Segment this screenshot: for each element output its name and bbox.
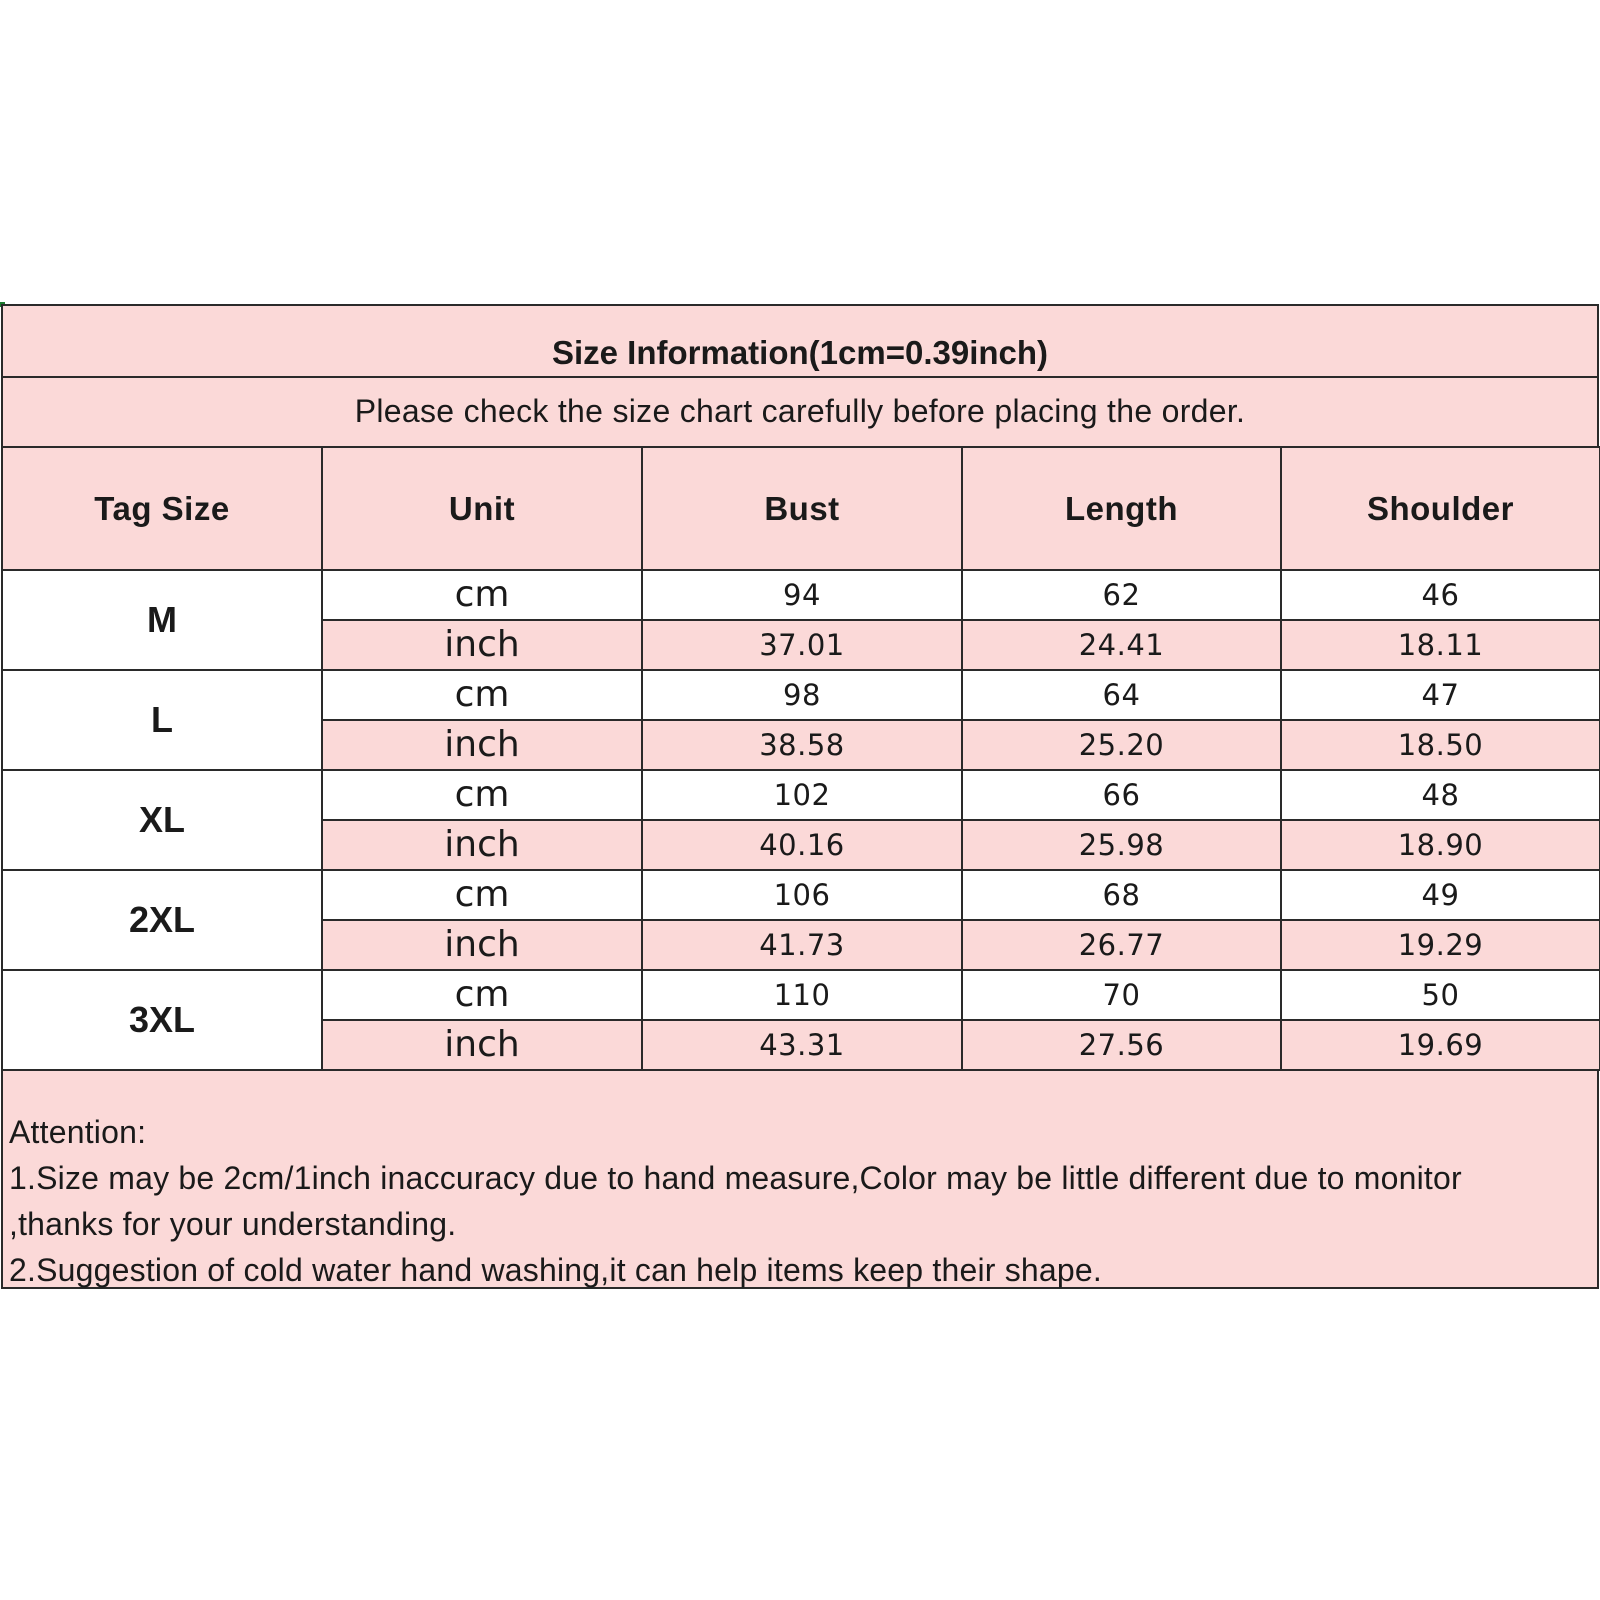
length-cell: 68 [962, 870, 1281, 920]
length-cell: 26.77 [962, 920, 1281, 970]
table-header-row [2, 447, 1600, 570]
table-row [2, 770, 1600, 820]
tag-size-cell: M [2, 570, 322, 670]
size-chart-title: Size Information(1cm=0.39inch) [1, 304, 1599, 376]
bust-cell: 94 [642, 570, 962, 620]
column-header-tag-size: Tag Size [2, 447, 322, 570]
tag-size-cell: L [2, 670, 322, 770]
bust-cell: 102 [642, 770, 962, 820]
attention-note-2: 2.Suggestion of cold water hand washing,it can help items keep their shape. [9, 1252, 1102, 1288]
shoulder-cell: 47 [1281, 670, 1600, 720]
shoulder-cell: 19.69 [1281, 1020, 1600, 1070]
table-row [2, 670, 1600, 720]
bust-cell: 43.31 [642, 1020, 962, 1070]
shoulder-cell: 49 [1281, 870, 1600, 920]
length-cell: 24.41 [962, 620, 1281, 670]
column-header-length: Length [962, 447, 1281, 570]
tag-size-cell: 3XL [2, 970, 322, 1070]
length-cell: 62 [962, 570, 1281, 620]
length-cell: 25.98 [962, 820, 1281, 870]
unit-cell: cm [322, 970, 642, 1020]
attention-note-1: 1.Size may be 2cm/1inch inaccuracy due to hand measure,Color may be little different due to monitor [9, 1160, 1462, 1196]
unit-cell: cm [322, 570, 642, 620]
unit-cell: inch [322, 920, 642, 970]
shoulder-cell: 18.90 [1281, 820, 1600, 870]
shoulder-cell: 48 [1281, 770, 1600, 820]
bust-cell: 38.58 [642, 720, 962, 770]
unit-cell: inch [322, 720, 642, 770]
length-cell: 64 [962, 670, 1281, 720]
table-row [2, 570, 1600, 620]
unit-cell: inch [322, 820, 642, 870]
column-header-shoulder: Shoulder [1281, 447, 1600, 570]
tag-size-cell: 2XL [2, 870, 322, 970]
length-cell: 66 [962, 770, 1281, 820]
bust-cell: 40.16 [642, 820, 962, 870]
length-cell: 27.56 [962, 1020, 1281, 1070]
column-header-unit: Unit [322, 447, 642, 570]
attention-notes [1, 1071, 1599, 1289]
table-row [2, 870, 1600, 920]
size-chart-subtitle: Please check the size chart carefully before placing the order. [1, 376, 1599, 446]
unit-cell: cm [322, 770, 642, 820]
shoulder-cell: 46 [1281, 570, 1600, 620]
shoulder-cell: 18.50 [1281, 720, 1600, 770]
bust-cell: 37.01 [642, 620, 962, 670]
unit-cell: inch [322, 1020, 642, 1070]
length-cell: 25.20 [962, 720, 1281, 770]
shoulder-cell: 19.29 [1281, 920, 1600, 970]
bust-cell: 41.73 [642, 920, 962, 970]
unit-cell: cm [322, 670, 642, 720]
size-table [1, 446, 1600, 1071]
bust-cell: 110 [642, 970, 962, 1020]
unit-cell: cm [322, 870, 642, 920]
length-cell: 70 [962, 970, 1281, 1020]
tag-size-cell: XL [2, 770, 322, 870]
shoulder-cell: 18.11 [1281, 620, 1600, 670]
unit-cell: inch [322, 620, 642, 670]
bust-cell: 98 [642, 670, 962, 720]
shoulder-cell: 50 [1281, 970, 1600, 1020]
table-row [2, 970, 1600, 1020]
attention-note-1-continued: ,thanks for your understanding. [9, 1206, 457, 1242]
attention-heading: Attention: [9, 1114, 147, 1150]
column-header-bust: Bust [642, 447, 962, 570]
size-chart [1, 304, 1599, 1289]
bust-cell: 106 [642, 870, 962, 920]
